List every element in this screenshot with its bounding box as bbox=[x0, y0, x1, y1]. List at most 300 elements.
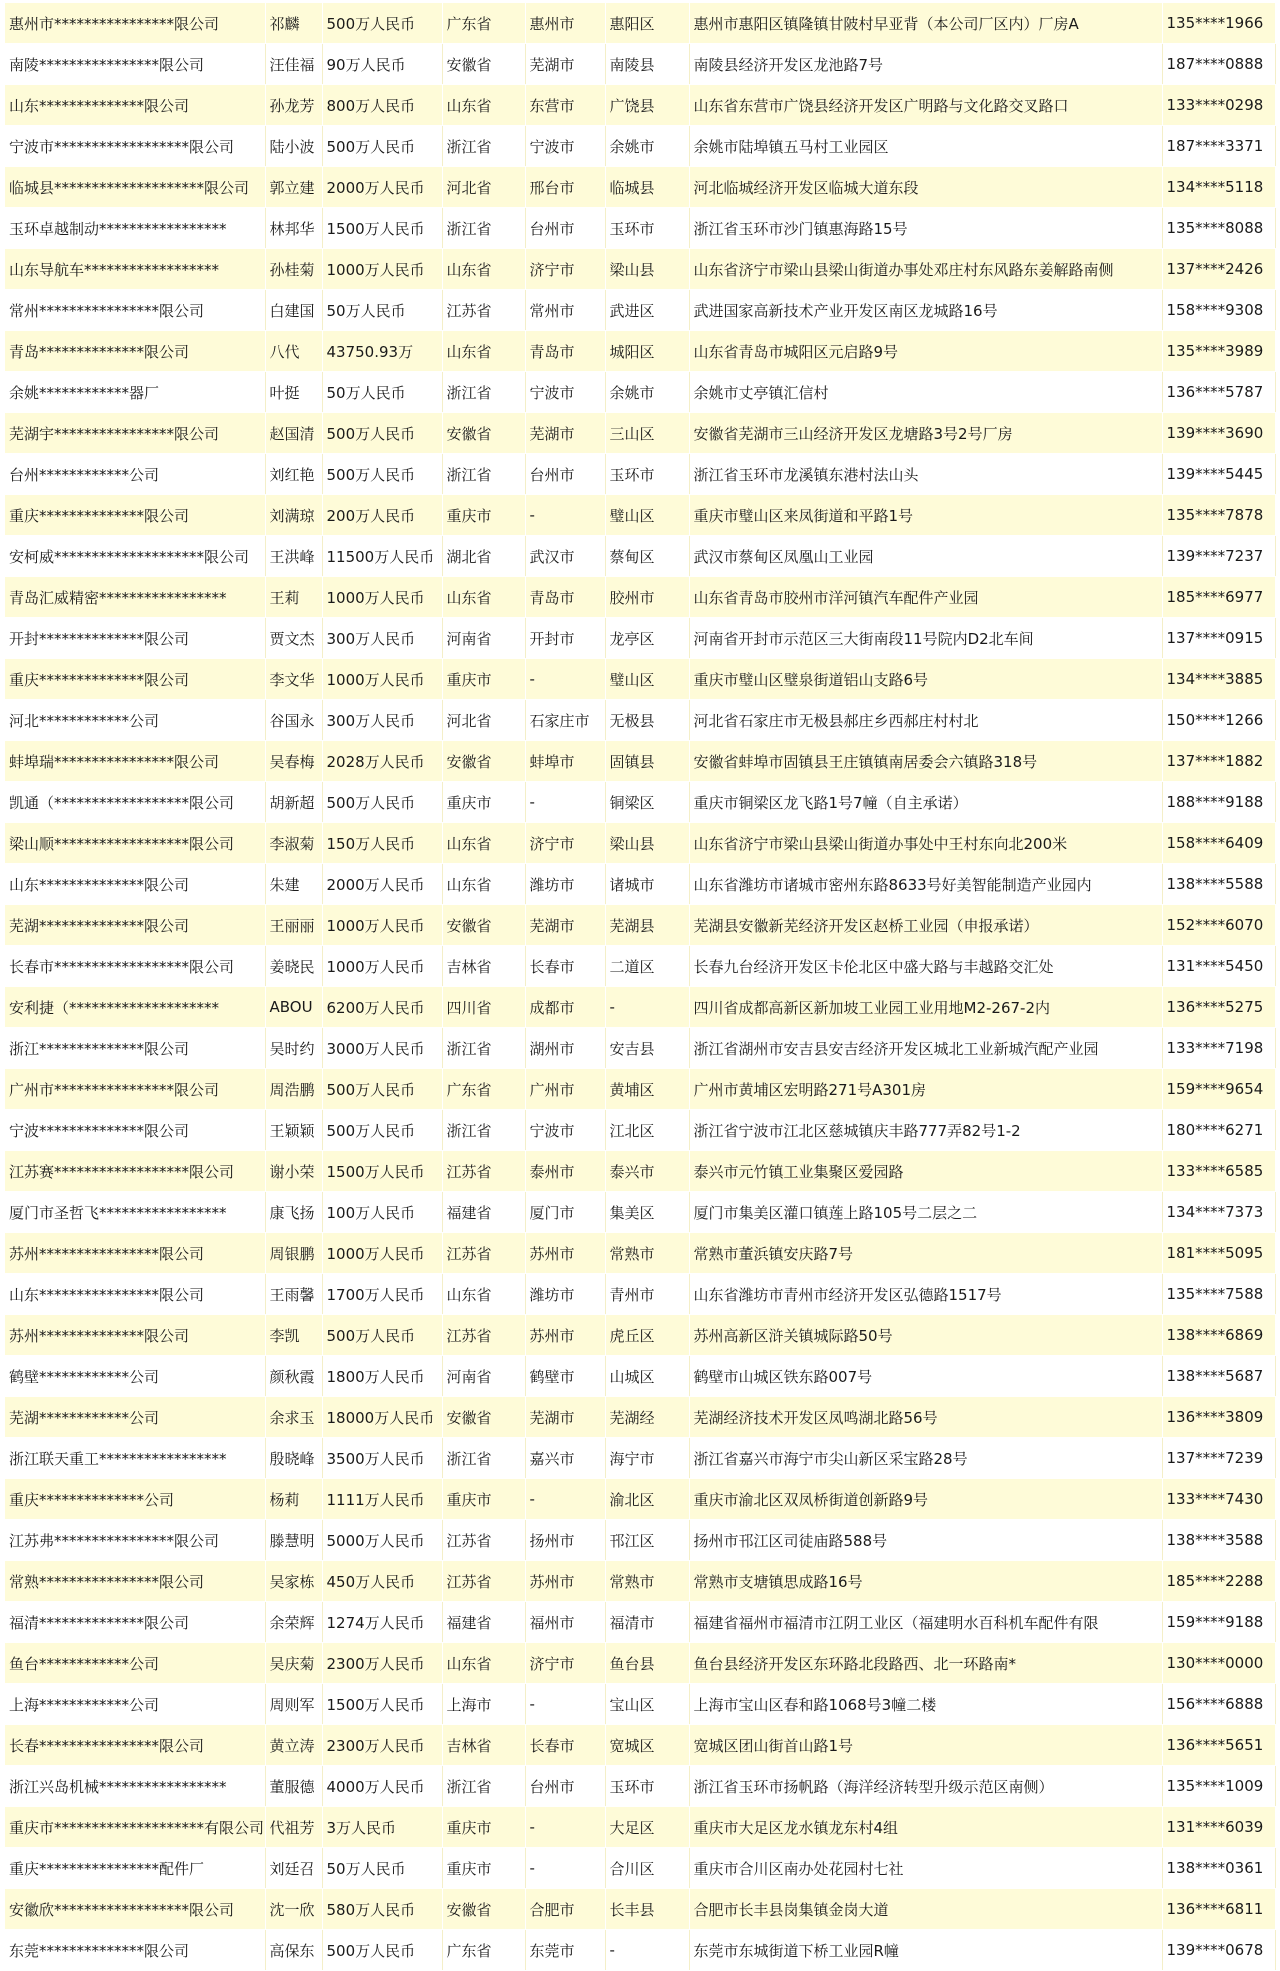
province-cell: 吉林省 bbox=[442, 946, 525, 987]
table-row bbox=[5, 700, 1275, 741]
address-cell: 河北临城经济开发区临城大道东段 bbox=[689, 167, 1162, 208]
legal-rep-cell: 贾文杰 bbox=[265, 618, 322, 659]
district-cell: 鱼台县 bbox=[605, 1643, 689, 1684]
district-cell: 余姚市 bbox=[605, 372, 689, 413]
legal-rep-cell: 胡新超 bbox=[265, 782, 322, 823]
district-cell: 梁山县 bbox=[605, 249, 689, 290]
table-row bbox=[5, 1930, 1275, 1971]
company-name-cell: 青岛**************限公司 bbox=[5, 331, 265, 372]
phone-cell: 139****7237 bbox=[1162, 536, 1275, 577]
district-cell: 山城区 bbox=[605, 1356, 689, 1397]
table-row bbox=[5, 290, 1275, 331]
capital-cell: 580万人民币 bbox=[322, 1889, 442, 1930]
city-cell: 芜湖市 bbox=[525, 905, 605, 946]
table-row bbox=[5, 659, 1275, 700]
province-cell: 福建省 bbox=[442, 1192, 525, 1233]
table-row bbox=[5, 249, 1275, 290]
district-cell: 常熟市 bbox=[605, 1233, 689, 1274]
city-cell: 芜湖市 bbox=[525, 44, 605, 85]
district-cell: 诸城市 bbox=[605, 864, 689, 905]
company-name-cell: 重庆**************限公司 bbox=[5, 495, 265, 536]
province-cell: 浙江省 bbox=[442, 454, 525, 495]
company-name-cell: 临城县********************限公司 bbox=[5, 167, 265, 208]
legal-rep-cell: 孙龙芳 bbox=[265, 85, 322, 126]
company-name-cell: 苏州****************限公司 bbox=[5, 1233, 265, 1274]
company-name-cell: 青岛汇威精密***************** bbox=[5, 577, 265, 618]
address-cell: 河南省开封市示范区三大街南段11号院内D2北车间 bbox=[689, 618, 1162, 659]
address-cell: 山东省潍坊市青州市经济开发区弘德路1517号 bbox=[689, 1274, 1162, 1315]
address-cell: 重庆市璧山区来凤街道和平路1号 bbox=[689, 495, 1162, 536]
address-cell: 余姚市陆埠镇五马村工业园区 bbox=[689, 126, 1162, 167]
address-cell: 苏州高新区浒关镇城际路50号 bbox=[689, 1315, 1162, 1356]
capital-cell: 5000万人民币 bbox=[322, 1520, 442, 1561]
address-cell: 南陵县经济开发区龙池路7号 bbox=[689, 44, 1162, 85]
capital-cell: 3500万人民币 bbox=[322, 1438, 442, 1479]
company-name-cell: 长春****************限公司 bbox=[5, 1725, 265, 1766]
city-cell: 福州市 bbox=[525, 1602, 605, 1643]
address-cell: 惠州市惠阳区镇隆镇甘陂村早亚背（本公司厂区内）厂房A bbox=[689, 3, 1162, 44]
district-cell: 无极县 bbox=[605, 700, 689, 741]
table-row bbox=[5, 905, 1275, 946]
capital-cell: 1500万人民币 bbox=[322, 1151, 442, 1192]
phone-cell: 185****2288 bbox=[1162, 1561, 1275, 1602]
company-name-cell: 宁波市******************限公司 bbox=[5, 126, 265, 167]
table-row bbox=[5, 126, 1275, 167]
capital-cell: 11500万人民币 bbox=[322, 536, 442, 577]
address-cell: 安徽省蚌埠市固镇县王庄镇镇南居委会六镇路318号 bbox=[689, 741, 1162, 782]
capital-cell: 1274万人民币 bbox=[322, 1602, 442, 1643]
district-cell: 黄埔区 bbox=[605, 1069, 689, 1110]
phone-cell: 139****3690 bbox=[1162, 413, 1275, 454]
capital-cell: 500万人民币 bbox=[322, 782, 442, 823]
province-cell: 重庆市 bbox=[442, 495, 525, 536]
province-cell: 江苏省 bbox=[442, 1520, 525, 1561]
table-row bbox=[5, 1725, 1275, 1766]
table-row bbox=[5, 618, 1275, 659]
province-cell: 重庆市 bbox=[442, 659, 525, 700]
city-cell: 扬州市 bbox=[525, 1520, 605, 1561]
district-cell: 武进区 bbox=[605, 290, 689, 331]
table-row bbox=[5, 1479, 1275, 1520]
capital-cell: 1000万人民币 bbox=[322, 249, 442, 290]
phone-cell: 152****6070 bbox=[1162, 905, 1275, 946]
phone-cell: 135****7878 bbox=[1162, 495, 1275, 536]
province-cell: 广东省 bbox=[442, 1069, 525, 1110]
address-cell: 河北省石家庄市无极县郝庄乡西郝庄村村北 bbox=[689, 700, 1162, 741]
city-cell: 济宁市 bbox=[525, 823, 605, 864]
phone-cell: 138****0361 bbox=[1162, 1848, 1275, 1889]
legal-rep-cell: 周银鹏 bbox=[265, 1233, 322, 1274]
capital-cell: 2000万人民币 bbox=[322, 167, 442, 208]
district-cell: 常熟市 bbox=[605, 1561, 689, 1602]
company-name-cell: 蚌埠瑞****************限公司 bbox=[5, 741, 265, 782]
company-name-cell: 浙江联天重工***************** bbox=[5, 1438, 265, 1479]
capital-cell: 450万人民币 bbox=[322, 1561, 442, 1602]
capital-cell: 1500万人民币 bbox=[322, 1684, 442, 1725]
city-cell: 长春市 bbox=[525, 1725, 605, 1766]
address-cell: 山东省东营市广饶县经济开发区广明路与文化路交叉路口 bbox=[689, 85, 1162, 126]
company-name-cell: 宁波**************限公司 bbox=[5, 1110, 265, 1151]
district-cell: 玉环市 bbox=[605, 208, 689, 249]
table-row bbox=[5, 987, 1275, 1028]
capital-cell: 50万人民币 bbox=[322, 1848, 442, 1889]
city-cell: - bbox=[525, 495, 605, 536]
table-row bbox=[5, 1192, 1275, 1233]
legal-rep-cell: 朱建 bbox=[265, 864, 322, 905]
phone-cell: 133****7198 bbox=[1162, 1028, 1275, 1069]
province-cell: 浙江省 bbox=[442, 208, 525, 249]
table-row bbox=[5, 413, 1275, 454]
company-table bbox=[5, 3, 1276, 1971]
capital-cell: 500万人民币 bbox=[322, 1930, 442, 1971]
phone-cell: 130****0000 bbox=[1162, 1643, 1275, 1684]
address-cell: 重庆市大足区龙水镇龙东村4组 bbox=[689, 1807, 1162, 1848]
phone-cell: 137****1882 bbox=[1162, 741, 1275, 782]
address-cell: 重庆市璧山区璧泉街道铝山支路6号 bbox=[689, 659, 1162, 700]
phone-cell: 138****3588 bbox=[1162, 1520, 1275, 1561]
capital-cell: 2000万人民币 bbox=[322, 864, 442, 905]
capital-cell: 300万人民币 bbox=[322, 618, 442, 659]
company-name-cell: 上海************公司 bbox=[5, 1684, 265, 1725]
address-cell: 扬州市邗江区司徒庙路588号 bbox=[689, 1520, 1162, 1561]
capital-cell: 500万人民币 bbox=[322, 413, 442, 454]
city-cell: 嘉兴市 bbox=[525, 1438, 605, 1479]
company-name-cell: 山东****************限公司 bbox=[5, 1274, 265, 1315]
phone-cell: 136****5787 bbox=[1162, 372, 1275, 413]
table-row bbox=[5, 1602, 1275, 1643]
phone-cell: 133****7430 bbox=[1162, 1479, 1275, 1520]
province-cell: 江苏省 bbox=[442, 1315, 525, 1356]
district-cell: 邗江区 bbox=[605, 1520, 689, 1561]
city-cell: 芜湖市 bbox=[525, 413, 605, 454]
legal-rep-cell: 王洪峰 bbox=[265, 536, 322, 577]
city-cell: - bbox=[525, 659, 605, 700]
address-cell: 武汉市蔡甸区凤凰山工业园 bbox=[689, 536, 1162, 577]
city-cell: 台州市 bbox=[525, 1766, 605, 1807]
city-cell: - bbox=[525, 782, 605, 823]
legal-rep-cell: 余求玉 bbox=[265, 1397, 322, 1438]
city-cell: 潍坊市 bbox=[525, 864, 605, 905]
district-cell: 梁山县 bbox=[605, 823, 689, 864]
phone-cell: 135****8088 bbox=[1162, 208, 1275, 249]
province-cell: 四川省 bbox=[442, 987, 525, 1028]
district-cell: 宽城区 bbox=[605, 1725, 689, 1766]
table-row bbox=[5, 495, 1275, 536]
legal-rep-cell: 吴庆菊 bbox=[265, 1643, 322, 1684]
phone-cell: 136****5275 bbox=[1162, 987, 1275, 1028]
capital-cell: 1000万人民币 bbox=[322, 905, 442, 946]
table-row bbox=[5, 1684, 1275, 1725]
district-cell: 合川区 bbox=[605, 1848, 689, 1889]
capital-cell: 18000万人民币 bbox=[322, 1397, 442, 1438]
table-row bbox=[5, 741, 1275, 782]
capital-cell: 500万人民币 bbox=[322, 3, 442, 44]
company-name-cell: 厦门市圣哲飞***************** bbox=[5, 1192, 265, 1233]
legal-rep-cell: 颜秋霞 bbox=[265, 1356, 322, 1397]
province-cell: 吉林省 bbox=[442, 1725, 525, 1766]
district-cell: 集美区 bbox=[605, 1192, 689, 1233]
district-cell: 余姚市 bbox=[605, 126, 689, 167]
district-cell: 胶州市 bbox=[605, 577, 689, 618]
phone-cell: 138****5588 bbox=[1162, 864, 1275, 905]
city-cell: 惠州市 bbox=[525, 3, 605, 44]
phone-cell: 135****1966 bbox=[1162, 3, 1275, 44]
table-row bbox=[5, 1356, 1275, 1397]
phone-cell: 187****3371 bbox=[1162, 126, 1275, 167]
phone-cell: 137****0915 bbox=[1162, 618, 1275, 659]
table-row bbox=[5, 1233, 1275, 1274]
province-cell: 浙江省 bbox=[442, 1438, 525, 1479]
district-cell: 广饶县 bbox=[605, 85, 689, 126]
legal-rep-cell: 八代 bbox=[265, 331, 322, 372]
capital-cell: 500万人民币 bbox=[322, 1069, 442, 1110]
company-name-cell: 鹤壁************公司 bbox=[5, 1356, 265, 1397]
company-name-cell: 安利捷（******************** bbox=[5, 987, 265, 1028]
legal-rep-cell: 叶挺 bbox=[265, 372, 322, 413]
company-name-cell: 台州************公司 bbox=[5, 454, 265, 495]
legal-rep-cell: 白建国 bbox=[265, 290, 322, 331]
province-cell: 湖北省 bbox=[442, 536, 525, 577]
capital-cell: 1111万人民币 bbox=[322, 1479, 442, 1520]
address-cell: 宽城区团山街首山路1号 bbox=[689, 1725, 1162, 1766]
table-row bbox=[5, 1520, 1275, 1561]
company-name-cell: 山东导航车****************** bbox=[5, 249, 265, 290]
legal-rep-cell: 刘红艳 bbox=[265, 454, 322, 495]
province-cell: 重庆市 bbox=[442, 782, 525, 823]
address-cell: 长春九台经济开发区卡伦北区中盛大路与丰越路交汇处 bbox=[689, 946, 1162, 987]
capital-cell: 100万人民币 bbox=[322, 1192, 442, 1233]
district-cell: 长丰县 bbox=[605, 1889, 689, 1930]
province-cell: 重庆市 bbox=[442, 1848, 525, 1889]
phone-cell: 137****7239 bbox=[1162, 1438, 1275, 1479]
legal-rep-cell: 代祖芳 bbox=[265, 1807, 322, 1848]
city-cell: 潍坊市 bbox=[525, 1274, 605, 1315]
district-cell: 二道区 bbox=[605, 946, 689, 987]
table-row bbox=[5, 331, 1275, 372]
city-cell: 蚌埠市 bbox=[525, 741, 605, 782]
city-cell: 东营市 bbox=[525, 85, 605, 126]
province-cell: 浙江省 bbox=[442, 1766, 525, 1807]
district-cell: 虎丘区 bbox=[605, 1315, 689, 1356]
address-cell: 重庆市渝北区双凤桥街道创新路9号 bbox=[689, 1479, 1162, 1520]
capital-cell: 6200万人民币 bbox=[322, 987, 442, 1028]
province-cell: 浙江省 bbox=[442, 1028, 525, 1069]
capital-cell: 300万人民币 bbox=[322, 700, 442, 741]
province-cell: 安徽省 bbox=[442, 905, 525, 946]
company-name-cell: 安柯威********************限公司 bbox=[5, 536, 265, 577]
table-row bbox=[5, 1438, 1275, 1479]
table-row bbox=[5, 44, 1275, 85]
province-cell: 山东省 bbox=[442, 249, 525, 290]
province-cell: 河南省 bbox=[442, 1356, 525, 1397]
province-cell: 重庆市 bbox=[442, 1807, 525, 1848]
capital-cell: 1500万人民币 bbox=[322, 208, 442, 249]
province-cell: 山东省 bbox=[442, 823, 525, 864]
district-cell: 璧山区 bbox=[605, 659, 689, 700]
phone-cell: 136****3809 bbox=[1162, 1397, 1275, 1438]
province-cell: 广东省 bbox=[442, 1930, 525, 1971]
city-cell: - bbox=[525, 1807, 605, 1848]
capital-cell: 43750.93万 bbox=[322, 331, 442, 372]
capital-cell: 1000万人民币 bbox=[322, 577, 442, 618]
company-name-cell: 芜湖************公司 bbox=[5, 1397, 265, 1438]
table-row bbox=[5, 1807, 1275, 1848]
address-cell: 合肥市长丰县岗集镇金岗大道 bbox=[689, 1889, 1162, 1930]
city-cell: 邢台市 bbox=[525, 167, 605, 208]
province-cell: 山东省 bbox=[442, 1274, 525, 1315]
phone-cell: 131****5450 bbox=[1162, 946, 1275, 987]
city-cell: 武汉市 bbox=[525, 536, 605, 577]
phone-cell: 158****6409 bbox=[1162, 823, 1275, 864]
district-cell: 青州市 bbox=[605, 1274, 689, 1315]
address-cell: 泰兴市元竹镇工业集聚区爱园路 bbox=[689, 1151, 1162, 1192]
phone-cell: 187****0888 bbox=[1162, 44, 1275, 85]
table-row bbox=[5, 167, 1275, 208]
address-cell: 山东省青岛市胶州市洋河镇汽车配件产业园 bbox=[689, 577, 1162, 618]
district-cell: 蔡甸区 bbox=[605, 536, 689, 577]
address-cell: 山东省潍坊市诸城市密州东路8633号好美智能制造产业园内 bbox=[689, 864, 1162, 905]
table-row bbox=[5, 536, 1275, 577]
province-cell: 上海市 bbox=[442, 1684, 525, 1725]
phone-cell: 135****7588 bbox=[1162, 1274, 1275, 1315]
capital-cell: 1000万人民币 bbox=[322, 946, 442, 987]
legal-rep-cell: 汪佳福 bbox=[265, 44, 322, 85]
company-name-cell: 山东**************限公司 bbox=[5, 864, 265, 905]
province-cell: 福建省 bbox=[442, 1602, 525, 1643]
address-cell: 福建省福州市福清市江阴工业区（福建明水百科机车配件有限 bbox=[689, 1602, 1162, 1643]
legal-rep-cell: 李文华 bbox=[265, 659, 322, 700]
district-cell: 宝山区 bbox=[605, 1684, 689, 1725]
city-cell: 宁波市 bbox=[525, 126, 605, 167]
province-cell: 浙江省 bbox=[442, 1110, 525, 1151]
address-cell: 广州市黄埔区宏明路271号A301房 bbox=[689, 1069, 1162, 1110]
city-cell: - bbox=[525, 1479, 605, 1520]
phone-cell: 131****6039 bbox=[1162, 1807, 1275, 1848]
phone-cell: 158****9308 bbox=[1162, 290, 1275, 331]
city-cell: 合肥市 bbox=[525, 1889, 605, 1930]
company-name-cell: 常熟****************限公司 bbox=[5, 1561, 265, 1602]
phone-cell: 181****5095 bbox=[1162, 1233, 1275, 1274]
city-cell: - bbox=[525, 1684, 605, 1725]
company-name-cell: 福清**************限公司 bbox=[5, 1602, 265, 1643]
table-row bbox=[5, 1848, 1275, 1889]
city-cell: 济宁市 bbox=[525, 249, 605, 290]
address-cell: 余姚市丈亭镇汇信村 bbox=[689, 372, 1162, 413]
legal-rep-cell: 董服德 bbox=[265, 1766, 322, 1807]
table-row bbox=[5, 1315, 1275, 1356]
company-name-cell: 重庆**************公司 bbox=[5, 1479, 265, 1520]
phone-cell: 159****9654 bbox=[1162, 1069, 1275, 1110]
phone-cell: 134****3885 bbox=[1162, 659, 1275, 700]
legal-rep-cell: 孙桂菊 bbox=[265, 249, 322, 290]
company-name-cell: 广州市****************限公司 bbox=[5, 1069, 265, 1110]
capital-cell: 200万人民币 bbox=[322, 495, 442, 536]
province-cell: 江苏省 bbox=[442, 1151, 525, 1192]
phone-cell: 185****6977 bbox=[1162, 577, 1275, 618]
phone-cell: 156****6888 bbox=[1162, 1684, 1275, 1725]
province-cell: 广东省 bbox=[442, 3, 525, 44]
city-cell: 厦门市 bbox=[525, 1192, 605, 1233]
legal-rep-cell: 姜晓民 bbox=[265, 946, 322, 987]
phone-cell: 159****9188 bbox=[1162, 1602, 1275, 1643]
province-cell: 山东省 bbox=[442, 331, 525, 372]
capital-cell: 800万人民币 bbox=[322, 85, 442, 126]
capital-cell: 500万人民币 bbox=[322, 454, 442, 495]
phone-cell: 136****6811 bbox=[1162, 1889, 1275, 1930]
company-name-cell: 芜湖宇****************限公司 bbox=[5, 413, 265, 454]
table-row bbox=[5, 1151, 1275, 1192]
address-cell: 浙江省玉环市扬帆路（海洋经济转型升级示范区南侧） bbox=[689, 1766, 1162, 1807]
city-cell: 长春市 bbox=[525, 946, 605, 987]
company-name-cell: 安徽欣******************限公司 bbox=[5, 1889, 265, 1930]
legal-rep-cell: 刘满琼 bbox=[265, 495, 322, 536]
district-cell: 大足区 bbox=[605, 1807, 689, 1848]
province-cell: 河北省 bbox=[442, 700, 525, 741]
table-row bbox=[5, 1028, 1275, 1069]
table-row bbox=[5, 946, 1275, 987]
city-cell: 石家庄市 bbox=[525, 700, 605, 741]
legal-rep-cell: 余荣辉 bbox=[265, 1602, 322, 1643]
capital-cell: 1000万人民币 bbox=[322, 659, 442, 700]
address-cell: 浙江省宁波市江北区慈城镇庆丰路777弄82号1-2 bbox=[689, 1110, 1162, 1151]
city-cell: 东莞市 bbox=[525, 1930, 605, 1971]
table-row bbox=[5, 454, 1275, 495]
city-cell: 湖州市 bbox=[525, 1028, 605, 1069]
district-cell: 江北区 bbox=[605, 1110, 689, 1151]
table-row bbox=[5, 1889, 1275, 1930]
district-cell: 璧山区 bbox=[605, 495, 689, 536]
phone-cell: 133****6585 bbox=[1162, 1151, 1275, 1192]
address-cell: 安徽省芜湖市三山经济开发区龙塘路3号2号厂房 bbox=[689, 413, 1162, 454]
capital-cell: 50万人民币 bbox=[322, 290, 442, 331]
table-body bbox=[5, 3, 1275, 1971]
address-cell: 浙江省玉环市沙门镇惠海路15号 bbox=[689, 208, 1162, 249]
legal-rep-cell: 滕慧明 bbox=[265, 1520, 322, 1561]
province-cell: 山东省 bbox=[442, 864, 525, 905]
address-cell: 武进国家高新技术产业开发区南区龙城路16号 bbox=[689, 290, 1162, 331]
company-name-cell: 余姚************器厂 bbox=[5, 372, 265, 413]
company-name-cell: 山东**************限公司 bbox=[5, 85, 265, 126]
province-cell: 重庆市 bbox=[442, 1479, 525, 1520]
province-cell: 山东省 bbox=[442, 1643, 525, 1684]
phone-cell: 136****5651 bbox=[1162, 1725, 1275, 1766]
district-cell: - bbox=[605, 1930, 689, 1971]
company-name-cell: 开封**************限公司 bbox=[5, 618, 265, 659]
table-row bbox=[5, 85, 1275, 126]
capital-cell: 1800万人民币 bbox=[322, 1356, 442, 1397]
capital-cell: 3万人民币 bbox=[322, 1807, 442, 1848]
legal-rep-cell: 谷国永 bbox=[265, 700, 322, 741]
phone-cell: 139****5445 bbox=[1162, 454, 1275, 495]
phone-cell: 135****1009 bbox=[1162, 1766, 1275, 1807]
city-cell: 宁波市 bbox=[525, 1110, 605, 1151]
company-name-cell: 江苏赛******************限公司 bbox=[5, 1151, 265, 1192]
city-cell: 台州市 bbox=[525, 208, 605, 249]
district-cell: 城阳区 bbox=[605, 331, 689, 372]
address-cell: 鱼台县经济开发区东环路北段路西、北一环路南* bbox=[689, 1643, 1162, 1684]
company-name-cell: 惠州市****************限公司 bbox=[5, 3, 265, 44]
company-name-cell: 凯通（******************限公司 bbox=[5, 782, 265, 823]
legal-rep-cell: 王丽丽 bbox=[265, 905, 322, 946]
capital-cell: 3000万人民币 bbox=[322, 1028, 442, 1069]
legal-rep-cell: 李淑菊 bbox=[265, 823, 322, 864]
province-cell: 浙江省 bbox=[442, 372, 525, 413]
legal-rep-cell: 刘廷召 bbox=[265, 1848, 322, 1889]
district-cell: 玉环市 bbox=[605, 454, 689, 495]
legal-rep-cell: 吴时约 bbox=[265, 1028, 322, 1069]
address-cell: 山东省青岛市城阳区元启路9号 bbox=[689, 331, 1162, 372]
company-name-cell: 长春市******************限公司 bbox=[5, 946, 265, 987]
